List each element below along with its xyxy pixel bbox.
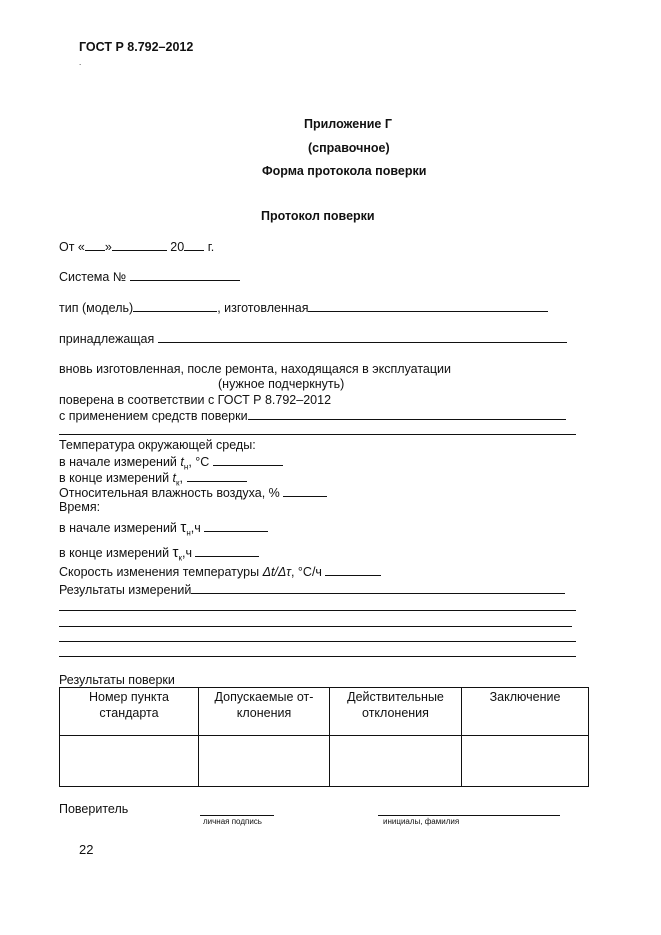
signature-hint: личная подпись xyxy=(203,817,262,826)
measurement-blank-line-4[interactable] xyxy=(59,641,576,642)
manufactured-label: , изготовленная xyxy=(217,301,309,315)
measurement-results-label: Результаты измерений xyxy=(59,583,192,597)
appendix-title: Приложение Г xyxy=(304,117,392,131)
belonging-label: принадлежащая xyxy=(59,332,155,346)
protocol-title: Протокол поверки xyxy=(261,209,375,223)
belonging-line xyxy=(59,332,567,346)
measurement-results-blank[interactable] xyxy=(191,583,565,594)
date-mid-label: » xyxy=(104,240,112,254)
time-start-unit: ,ч xyxy=(190,521,201,535)
measurement-blank-line-2[interactable] xyxy=(59,610,576,611)
temp-start-symbol: t xyxy=(180,455,184,469)
cell-actual-deviations[interactable] xyxy=(330,736,462,787)
belonging-blank[interactable] xyxy=(158,332,567,343)
rate-symbol: Δt/Δτ xyxy=(262,565,291,579)
header-conclusion: Заключение xyxy=(462,688,589,736)
time-start-symbol: τ xyxy=(180,519,187,536)
rate-line xyxy=(59,565,381,579)
time-start-label: в начале измерений xyxy=(59,521,177,535)
cell-clause-number[interactable] xyxy=(60,736,199,787)
header-actual-deviations: Действительные отклонения xyxy=(330,688,462,736)
time-start-sub: н xyxy=(186,528,191,538)
system-number-blank[interactable] xyxy=(130,270,240,281)
header-dot: . xyxy=(79,58,82,67)
time-end-symbol: τ xyxy=(172,544,179,561)
time-end-line xyxy=(59,545,259,563)
signature-blank[interactable] xyxy=(200,815,274,816)
time-end-blank[interactable] xyxy=(195,546,259,557)
type-line xyxy=(59,301,548,315)
time-end-sub: к xyxy=(178,553,182,563)
rate-blank[interactable] xyxy=(325,565,381,576)
means-label: с применением средств поверки xyxy=(59,409,248,423)
means-blank-line-2[interactable] xyxy=(59,434,576,435)
temp-end-symbol: t xyxy=(172,471,177,485)
measurement-blank-line-3[interactable] xyxy=(59,626,572,627)
means-blank[interactable] xyxy=(248,409,566,420)
temp-start-line xyxy=(59,455,283,472)
temp-start-label: в начале измерений xyxy=(59,455,177,469)
ambient-temp-label: Температура окружающей среды: xyxy=(59,438,256,452)
time-end-unit: ,ч xyxy=(181,546,192,560)
name-blank[interactable] xyxy=(378,815,560,816)
temp-end-label: в конце измерений xyxy=(59,471,170,485)
date-year-label: 20 xyxy=(166,240,185,254)
cell-allowed-deviations[interactable] xyxy=(199,736,330,787)
humidity-line xyxy=(59,486,327,500)
humidity-blank[interactable] xyxy=(283,486,327,497)
date-year-blank[interactable] xyxy=(184,240,204,251)
type-model-label: тип (модель) xyxy=(59,301,134,315)
standard-header: ГОСТ Р 8.792–2012 xyxy=(79,40,194,54)
table-header-row xyxy=(60,688,589,736)
measurement-results-line xyxy=(59,583,565,597)
rate-label: Скорость изменения температуры xyxy=(59,565,260,579)
date-day-blank[interactable] xyxy=(85,240,105,251)
verification-results-table xyxy=(59,687,589,787)
time-label: Время: xyxy=(59,500,101,514)
name-hint: инициалы, фамилия xyxy=(383,817,460,826)
state-options: вновь изготовленная, после ремонта, находящаяся в эксплуатации xyxy=(59,362,451,376)
verified-by: поверена в соответствии с ГОСТ Р 8.792–2012 xyxy=(59,393,332,407)
system-line xyxy=(59,270,240,284)
temp-start-unit: , °С xyxy=(188,455,210,469)
manufacturer-blank[interactable] xyxy=(308,301,548,312)
time-end-label: в конце измерений xyxy=(59,546,170,560)
page-number: 22 xyxy=(79,842,94,857)
table-caption: Результаты поверки xyxy=(59,673,175,687)
temp-start-blank[interactable] xyxy=(213,455,283,466)
date-month-blank[interactable] xyxy=(112,240,167,251)
time-start-line xyxy=(59,520,268,538)
temp-start-sub: н xyxy=(183,462,189,472)
cell-conclusion[interactable] xyxy=(462,736,589,787)
time-start-blank[interactable] xyxy=(204,521,268,532)
verifier-label: Поверитель xyxy=(59,802,129,816)
temp-end-sub: к xyxy=(176,478,180,488)
header-allowed-deviations: Допускаемые от-клонения xyxy=(199,688,330,736)
humidity-label: Относительная влажность воздуха, % xyxy=(59,486,280,500)
table-row xyxy=(60,736,589,787)
date-line xyxy=(59,240,214,254)
temp-end-blank[interactable] xyxy=(187,471,247,482)
form-title: Форма протокола поверки xyxy=(262,164,427,178)
date-end-label: г. xyxy=(204,240,215,254)
temp-end-unit: , xyxy=(179,471,184,485)
system-label: Система № xyxy=(59,270,127,284)
means-line xyxy=(59,409,566,423)
type-model-blank[interactable] xyxy=(133,301,217,312)
header-clause-number: Номер пункта стандарта xyxy=(60,688,199,736)
date-from-label: От « xyxy=(59,240,85,254)
appendix-reference: (справочное) xyxy=(308,141,390,155)
measurement-blank-line-5[interactable] xyxy=(59,656,576,657)
rate-unit: , °С/ч xyxy=(290,565,322,579)
state-hint: (нужное подчеркнуть) xyxy=(218,377,345,391)
